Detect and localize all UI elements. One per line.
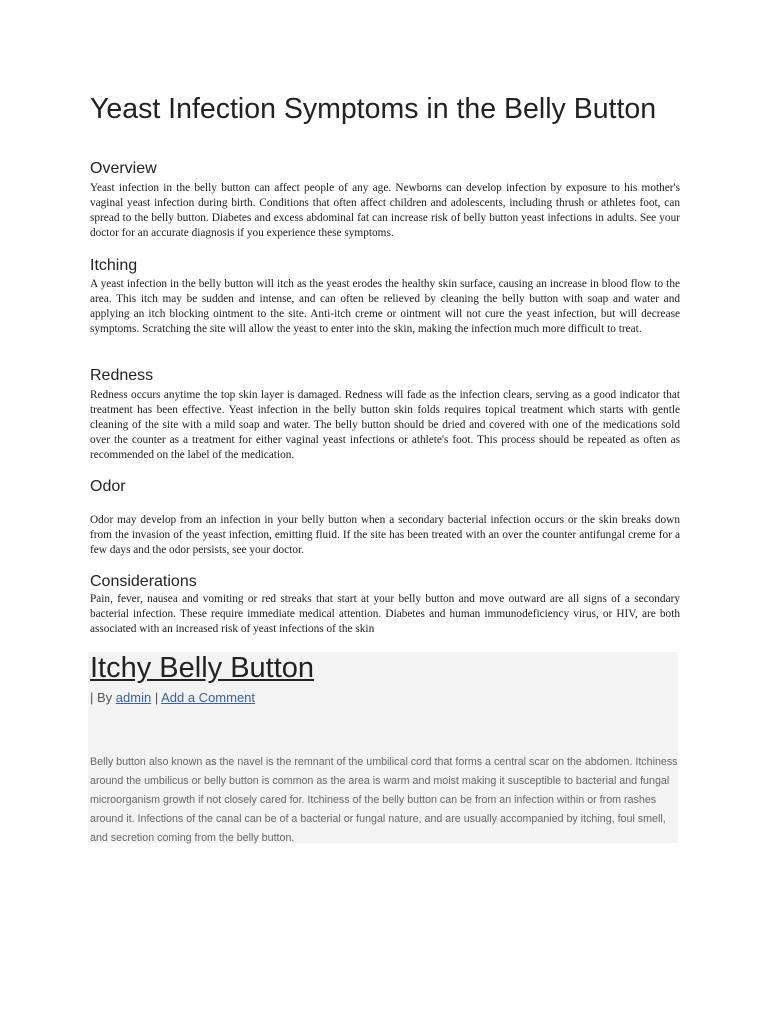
author-link[interactable]: admin bbox=[115, 690, 152, 705]
byline bbox=[90, 690, 255, 705]
section-heading-itching: Itching bbox=[90, 257, 138, 274]
section-text-redness: Redness occurs anytime the top skin layer is damaged. Redness will fade as the infection clears, serving as a good indicator that treatment has been effective. Yeast infection in the belly button skin folds requires topical treatment which starts with gentle cleaning of the site with a mild soap and water. The belly button should be dried and covered with one of the medications sold over the counter as a treatment for either vaginal yeast infections or athlete's foot. This process should be repeated as often as recommended on the label of the medication. bbox=[90, 389, 680, 461]
blog-post-body: Belly button also known as the navel is the remnant of the umbilical cord that forms a central scar on the abdomen. Itchiness around the umbilicus or belly button is common as the area is warm and moist making it susceptible to bacterial and fungal microorganism growth if not closely cared for. Itchiness of the belly button can be from an infection within or from rashes around it. Infections of the canal can be of a bacterial or fungal nature, and are usually accompanied by itching, foul smell, and secretion coming from the belly button. bbox=[90, 756, 678, 844]
add-comment-link[interactable]: Add a Comment bbox=[161, 690, 256, 705]
section-heading-odor: Odor bbox=[90, 478, 126, 495]
section-heading-redness: Redness bbox=[90, 367, 154, 384]
section-heading-overview: Overview bbox=[90, 160, 157, 177]
section-text-considerations: Pain, fever, nausea and vomiting or red streaks that start at your belly button and move outward are all signs of a secondary bacterial infection. These require immediate medical attention. Diabetes and human immunodeficiency virus, or HIV, are both associated with an increased risk of yeast infections of the skin bbox=[90, 593, 680, 635]
blog-post bbox=[88, 652, 678, 843]
section-heading-considerations: Considerations bbox=[90, 573, 197, 590]
blog-post-title[interactable]: Itchy Belly Button bbox=[90, 652, 315, 684]
byline-prefix: | By bbox=[90, 690, 116, 705]
section-text-itching: A yeast infection in the belly button will itch as the yeast erodes the healthy skin surface, causing an increase in blood flow to the area. This itch may be sudden and intense, and can often be relieved by cleaning the belly button with soap and water and applying an itch blocking ointment to the site. Anti-itch creme or ointment will not cure the yeast infection, but will decrease symptoms. Scratching the site will allow the yeast to enter into the skin, making the infection much more difficult to treat. bbox=[90, 278, 680, 335]
page-title: Yeast Infection Symptoms in the Belly Button bbox=[90, 93, 657, 125]
section-text-overview: Yeast infection in the belly button can affect people of any age. Newborns can develop infection by exposure to his mother's vaginal yeast infection during birth. Conditions that often affect children and adolescents, including thrush or athletes foot, can spread to the belly button. Diabetes and excess abdominal fat can increase risk of belly button yeast infections in adults. See your doctor for an accurate diagnosis if you experience these symptoms. bbox=[90, 182, 680, 239]
section-text-odor: Odor may develop from an infection in your belly button when a secondary bacterial infection occurs or the skin breaks down from the invasion of the yeast infection, emitting fluid. If the site has been treated with an over the counter antifungal creme for a few days and the odor persists, see your doctor. bbox=[90, 514, 680, 556]
byline-separator: | bbox=[151, 690, 162, 705]
